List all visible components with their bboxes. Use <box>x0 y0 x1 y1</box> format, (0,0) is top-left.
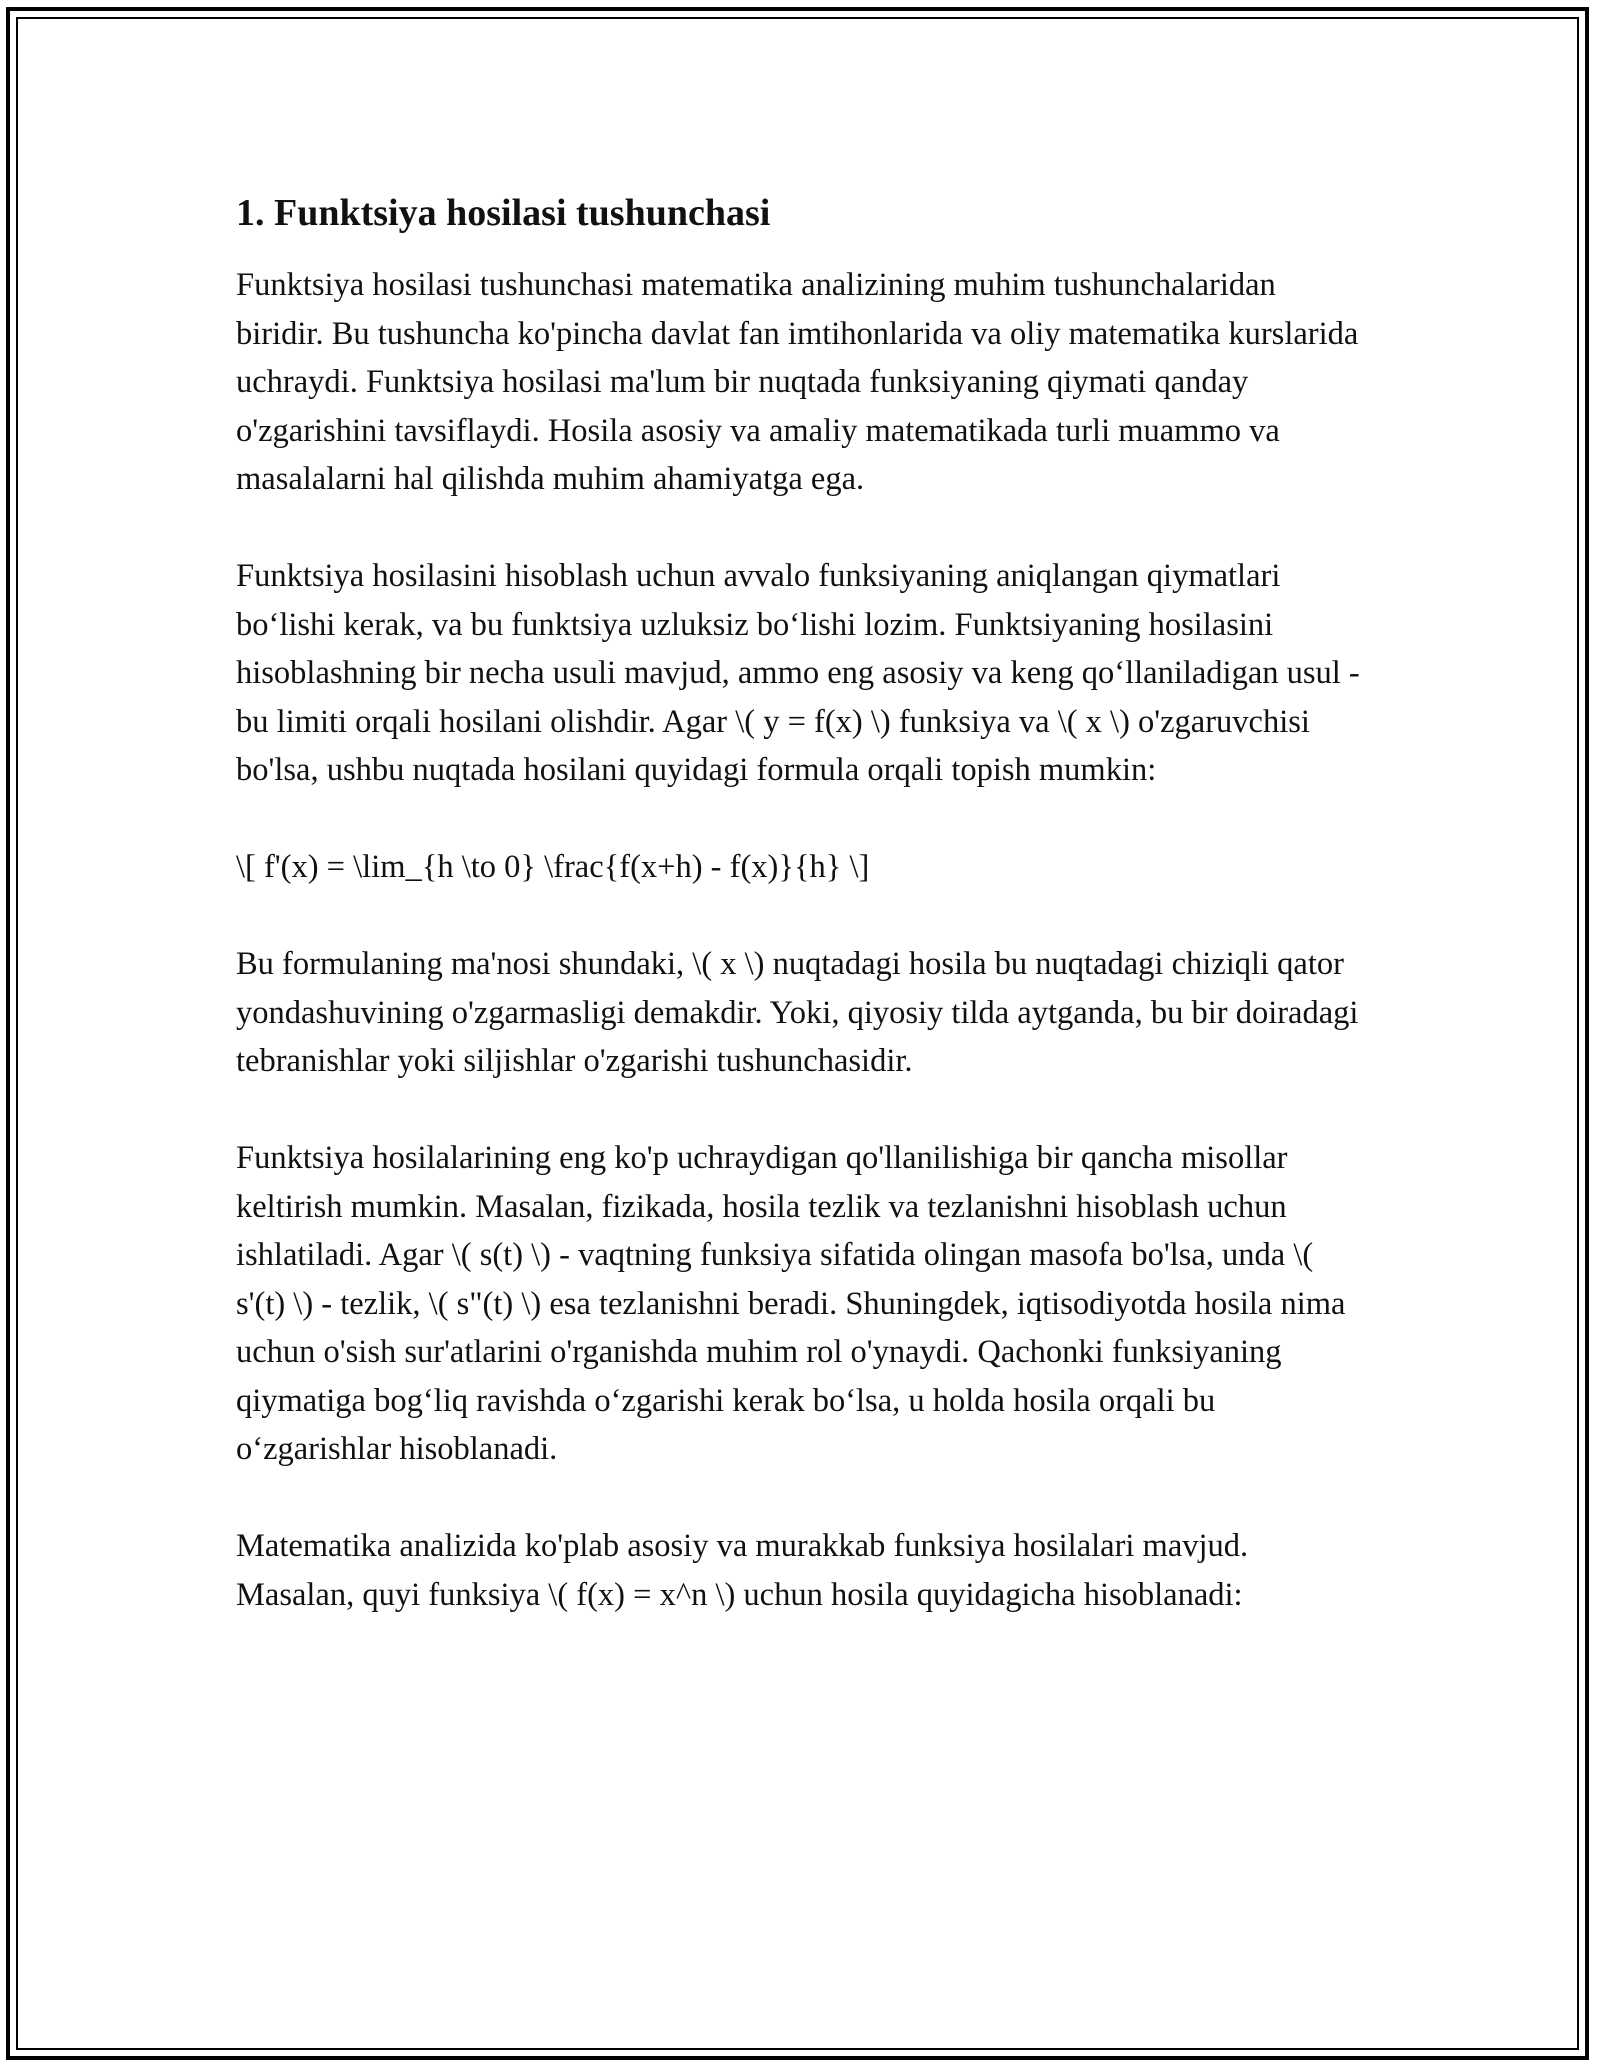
paragraph-power-rule: Matematika analizida ko'plab asosiy va murakkab funksiya hosilalari mavjud. Masalan, quyi funksiya \( f(x) = x^n \) uchun hosila quyidagicha hisoblanadi: <box>236 1528 1249 1613</box>
paragraph-meaning: Bu formulaning ma'nosi shundaki, \( x \) nuqtadagi hosila bu nuqtadagi chiziqli qator yondashuvining o'zgarmasligi demakdir. Yoki, qiyosiy tilda aytganda, bu bir doiradagi tebranishlar yoki siljishlar o'zgarishi tushunchasidir. <box>236 946 1359 1079</box>
paragraph-intro: Funktsiya hosilasi tushunchasi matematika analizining muhim tushunchalaridan biridir. Bu tushuncha ko'pincha davlat fan imtihonlarida va oliy matematika kurslarida uchraydi. Funktsiya hosilasi ma'lum bir nuqtada funksiyaning qiymati qanday o'zgarishini tavsiflaydi. Hosila asosiy va amaliy matematikada turli muammo va masalalarni hal qilishda muhim ahamiyatga ega. <box>236 267 1359 497</box>
section-heading: 1. Funktsiya hosilasi tushunchasi <box>236 192 771 234</box>
paragraph-computation: Funktsiya hosilasini hisoblash uchun avvalo funksiyaning aniqlangan qiymatlari bo‘lishi kerak, va bu funktsiya uzluksiz bo‘lishi lozim. Funktsiyaning hosilasini hisoblashning bir necha usuli mavjud, ammo eng asosiy va keng qo‘llaniladigan usul - bu limiti orqali hosilani olishdir. Agar \( y = f(x) \) funksiya va \( x \) o'zgaruvchisi bo'lsa, ushbu nuqtada hosilani quyidagi formula orqali topish mumkin: <box>236 558 1360 788</box>
document-body <box>236 187 1366 1668</box>
paragraph-applications: Funktsiya hosilalarining eng ko'p uchraydigan qo'llanilishiga bir qancha misollar keltirish mumkin. Masalan, fizikada, hosila tezlik va tezlanishni hisoblash uchun ishlatiladi. Agar \( s(t) \) - vaqtning funksiya sifatida olingan masofa bo'lsa, unda \( s'(t) \) - tezlik, \( s"(t) \) esa tezlanishni beradi. Shuningdek, iqtisodiyotda hosila nima uchun o'sish sur'atlarini o'rganishda muhim rol o'ynaydi. Qachonki funksiyaning qiymatiga bog‘liq ravishda o‘zgarishi kerak bo‘lsa, u holda hosila orqali bu o‘zgarishlar hisoblanadi. <box>236 1140 1346 1467</box>
formula-definition: \[ f'(x) = \lim_{h \to 0} \frac{f(x+h) - f(x)}{h} \] <box>236 849 870 885</box>
